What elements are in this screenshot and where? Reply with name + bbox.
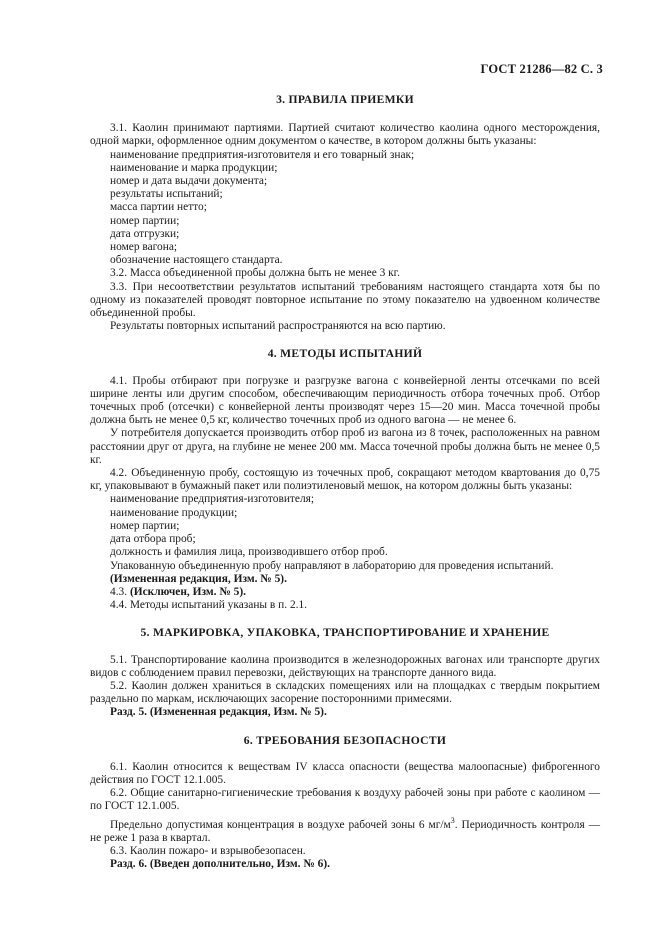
section-3 [90,93,600,333]
paragraph-4-3 [90,586,600,599]
paragraph-6-1: 6.1. Каолин относится к веществам IV класса опасности (вещества малоопасные) фиброгенного действия по ГОСТ 12.1.005. [90,760,600,786]
paragraph-6-3: 6.3. Каолин пожаро- и взрывобезопасен. [110,844,306,857]
paragraph-3-2: 3.2. Масса объединенной пробы должна быть не менее 3 кг. [110,267,400,280]
list-item: дата отгрузки; [110,227,180,240]
paragraph-6-2-b [90,814,600,845]
paragraph-4-2: 4.2. Объединенную пробу, состоящую из точечных проб, сокращают методом квартования до 0,75 кг, упаковывают в бумажный пакет или полиэтиленовый мешок, на котором должны быть указаны: [90,467,600,493]
list-item: номер вагона; [110,241,178,254]
paragraph-4-3-number: 4.3. [110,585,128,598]
paragraph-4-3-text: (Исключен, Изм. № 5). [129,585,246,598]
paragraph-3-3: 3.3. При несоответствии результатов испытаний требованиям настоящего стандарта хотя бы по одному из показателей проводят повторное испытание по этому показателю на удвоенном количестве объединенной пробы. [90,280,600,320]
section-3-title: 3. ПРАВИЛА ПРИЕМКИ [276,93,414,106]
superscript: 3 [450,815,455,825]
paragraph-5-2: 5.2. Каолин должен храниться в складских помещениях или на площадках с твердым покрытием раздельно по маркам, исключающих засорение посторонними примесями. [90,679,600,706]
list-item: масса партии нетто; [110,201,207,214]
document-body [90,93,600,871]
list-item: наименование и марка продукции; [110,161,278,174]
section-5-title: 5. МАРКИРОВКА, УПАКОВКА, ТРАНСПОРТИРОВАНИЕ И ХРАНЕНИЕ [140,626,550,640]
list-item: дата отбора проб; [110,533,196,546]
paragraph-4-1-b: У потребителя допускается производить отбор проб из вагона из 8 точек, расположенных на равном расстоянии друг от друга, на глубине не менее 200 мм. Масса точечной пробы должна быть не менее 0,5 кг. [90,427,600,466]
list-item: должность и фамилия лица, производившего отбор проб. [110,546,388,559]
paragraph-3-4: Результаты повторных испытаний распространяются на всю партию. [110,320,446,333]
concentration-text: Предельно допустимая концентрация в воздухе рабочей зоны 6 мг/м [110,818,451,831]
paragraph-6-2: 6.2. Общие санитарно-гигиенические требования к воздуху рабочей зоны при работе с каолином — по ГОСТ 12.1.005. [90,787,600,813]
list-item: номер партии; [110,214,180,227]
section-4 [90,347,600,612]
section-5 [90,626,600,719]
list-item: результаты испытаний; [110,188,223,201]
section-6 [90,734,600,872]
amendment-note: Разд. 5. (Измененная редакция, Изм. № 5). [110,706,327,719]
paragraph-3-1: 3.1. Каолин принимают партиями. Партией считают количество каолина одного месторождения, одной марки, оформленное одним документом о качестве, в котором должны быть указаны: [90,122,600,148]
list-item: номер партии; [110,519,180,532]
paragraph-4-4: 4.4. Методы испытаний указаны в п. 2.1. [110,599,308,612]
list-item: наименование предприятия-изготовителя и его товарный знак; [110,148,415,161]
section-6-title: 6. ТРЕБОВАНИЯ БЕЗОПАСНОСТИ [243,733,447,747]
list-item: номер и дата выдачи документа; [110,175,268,188]
section-4-title: 4. МЕТОДЫ ИСПЫТАНИЙ [267,347,423,361]
paragraph-4-1: 4.1. Пробы отбирают при погрузке и разгрузке вагона с конвейерной ленты отсечками по всей ширине ленты или другим способом, обеспечивающим периодичность отбора точечных проб. Отбор точечных проб (отсечки) с конвейерной ленты производят через 15—20 мин. Масса точечной пробы должна быть не менее 0,5 кг, количество точечных проб из одного вагона — не менее 6. [90,374,600,427]
list-item: наименование продукции; [110,506,238,519]
control-text: . Периодичность контроля — не реже 1 раза в квартал. [90,818,600,844]
paragraph-4-2-b: Упакованную объединенную пробу направляют в лабораторию для проведения испытаний. [110,559,554,572]
page-header: ГОСТ 21286—82 С. 3 [480,62,603,76]
amendment-note: Разд. 6. (Введен дополнительно, Изм. № 6). [110,857,331,870]
paragraph-5-1: 5.1. Транспортирование каолина производится в железнодорожных вагонах или транспорте других видов с соблюдением правил перевозки, действующих на транспорте данного вида. [90,653,600,679]
list-item: наименование предприятия-изготовителя; [110,493,315,506]
amendment-note: (Измененная редакция, Изм. № 5). [110,572,287,585]
list-item: обозначение настоящего стандарта. [110,254,283,267]
